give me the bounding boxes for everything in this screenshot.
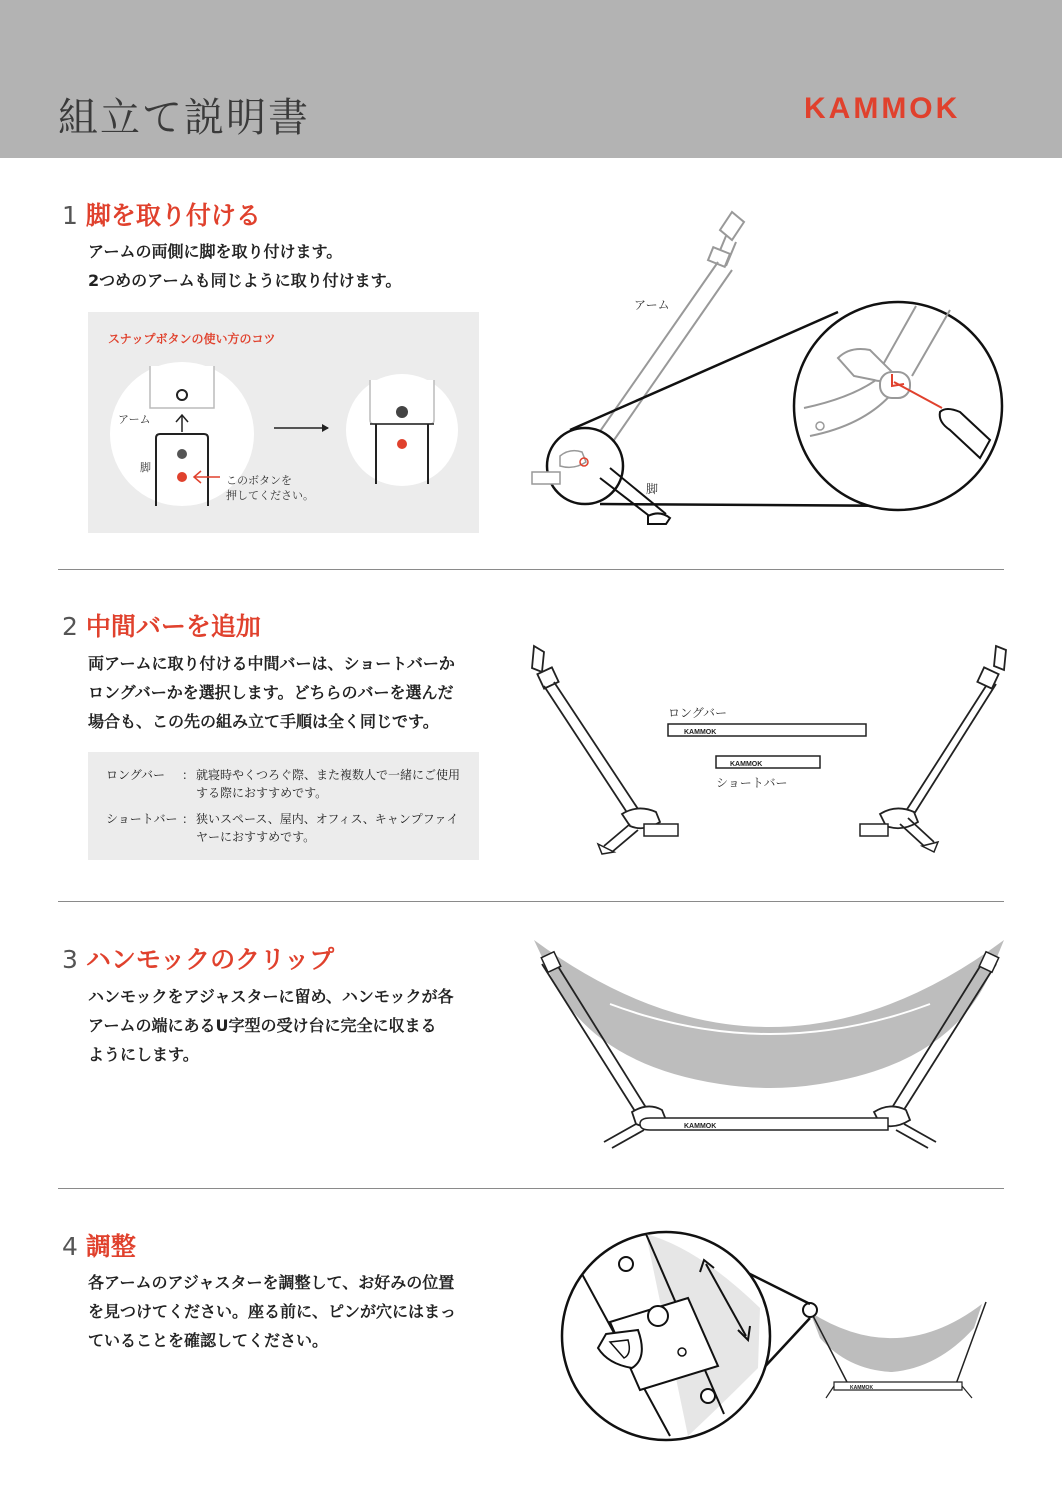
info-short-bar-desc: 狭いスペース、屋内、オフィス、キャンプファイヤーにおすすめです。 — [196, 812, 459, 844]
step-3-title: ハンモックのクリップ — [85, 945, 335, 974]
tip-button-note-1: このボタンを — [226, 474, 292, 487]
step-4-bar-brand: KAMMOK — [850, 1385, 874, 1391]
step-1-heading — [62, 196, 261, 232]
step-1-line-1: アームの両側に脚を取り付けます。 — [88, 242, 343, 261]
snap-button-after-illustration — [346, 374, 466, 494]
tip-button-note-2: 押してください。 — [226, 489, 314, 502]
info-short-bar-sep: ： — [182, 812, 195, 826]
step-1-text — [88, 237, 483, 295]
step-4-heading — [62, 1227, 136, 1263]
step-3-bar-brand: KAMMOK — [684, 1123, 717, 1130]
snap-button-tip-box — [88, 312, 479, 533]
step-3-text — [88, 982, 483, 1069]
step-4-line-1: 各アームのアジャスターを調整して、お好みの位置 — [88, 1273, 455, 1292]
step-1-title: 脚を取り付ける — [85, 201, 261, 230]
tip-title: スナップボタンの使い方のコツ — [108, 332, 276, 346]
step-4-line-3: ていることを確認してください。 — [88, 1331, 329, 1350]
step-4-title: 調整 — [85, 1232, 136, 1261]
brand-logo: KAMMOK — [804, 92, 961, 125]
long-bar-label: ロングバー — [668, 706, 728, 720]
page-title: 組立て説明書 — [58, 95, 310, 141]
step-2-title: 中間バーを追加 — [85, 612, 261, 641]
step-1-illustration — [520, 200, 1020, 540]
step-1-number: 1 — [62, 201, 78, 230]
step-3-line-2: アームの端にあるU字型の受け台に完全に収まる — [88, 1016, 437, 1035]
step-2-line-2: ロングバーかを選択します。どちらのバーを選んだ — [88, 683, 454, 702]
step-2-line-1: 両アームに取り付ける中間バーは、ショートバーか — [88, 654, 455, 673]
info-long-bar-term: ロングバー — [106, 768, 166, 782]
step-3-heading — [62, 940, 334, 976]
divider-2 — [58, 901, 1004, 902]
info-long-bar-desc: 就寝時やくつろぐ際、また複数人で一緒にご使用する際におすすめです。 — [196, 768, 461, 800]
step-3-line-1: ハンモックをアジャスターに留め、ハンモックが各 — [88, 987, 454, 1006]
step-3-illustration — [520, 934, 1020, 1154]
info-short-bar-term: ショートバー — [106, 812, 178, 826]
step-2-text — [88, 649, 483, 736]
divider-1 — [58, 569, 1004, 570]
info-long-bar-sep: ： — [182, 768, 195, 782]
step-1-arm-label: アーム — [634, 298, 670, 312]
step-2-heading — [62, 607, 261, 643]
step-1-leg-label: 脚 — [646, 482, 659, 496]
tip-arm-label: アーム — [118, 413, 151, 426]
divider-3 — [58, 1188, 1004, 1189]
step-4-line-2: を見つけてください。座る前に、ピンが穴にはまっ — [88, 1302, 457, 1321]
long-bar-brand: KAMMOK — [684, 729, 717, 736]
step-2-line-3: 場合も、この先の組み立て手順は全く同じです。 — [88, 712, 439, 731]
short-bar-label: ショートバー — [716, 776, 788, 790]
short-bar-brand: KAMMOK — [730, 761, 763, 768]
page-header — [0, 0, 1062, 158]
step-2-number: 2 — [62, 612, 78, 641]
step-4-illustration — [548, 1218, 1018, 1448]
bar-info-box — [88, 752, 479, 860]
step-4-text — [88, 1268, 483, 1355]
step-3-line-3: ようにします。 — [88, 1045, 199, 1064]
step-4-number: 4 — [62, 1232, 78, 1261]
tip-leg-label: 脚 — [140, 461, 151, 474]
step-3-number: 3 — [62, 945, 78, 974]
step-1-line-2: 2つめのアームも同じように取り付けます。 — [88, 271, 402, 290]
step-2-illustration — [520, 636, 1020, 866]
